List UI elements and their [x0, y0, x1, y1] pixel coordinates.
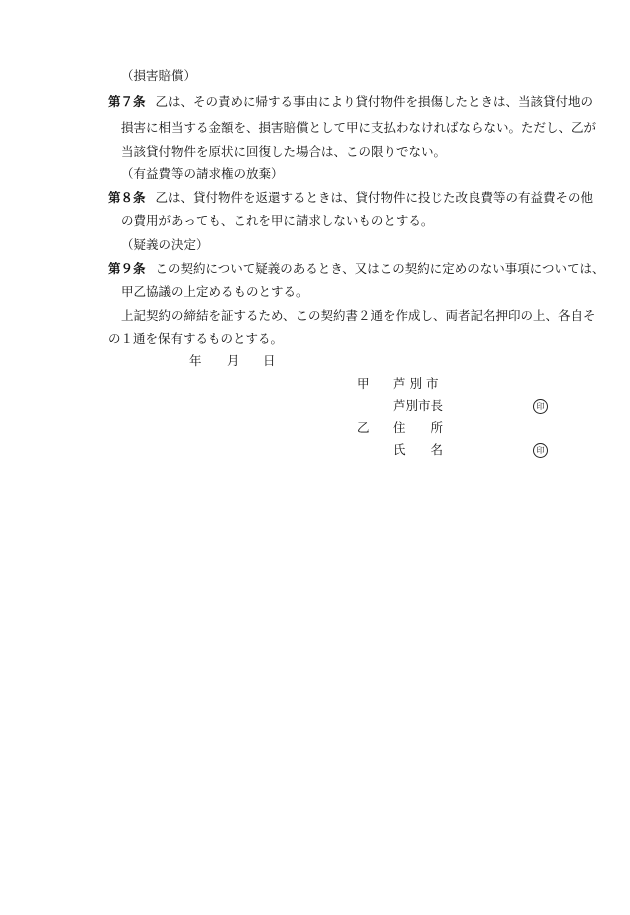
article-9-heading: （疑義の決定） — [121, 237, 209, 252]
party-a-seal-icon: 印 — [533, 399, 548, 414]
article-7-line-2: 損害に相当する金額を、損害賠償として甲に支払わなければならない。ただし、乙が — [121, 120, 597, 135]
party-b-mark: 乙 — [357, 420, 370, 435]
article-8-line-1: 乙は、貸付物件を返還するときは、貸付物件に投じた改良費等の有益費その他 — [155, 190, 594, 205]
party-b-address-label: 住 所 — [393, 420, 444, 435]
party-a-mark: 甲 — [357, 376, 370, 391]
party-b-name-label: 氏 名 — [393, 442, 444, 457]
article-7-line-3: 当該貸付物件を原状に回復した場合は、この限りでない。 — [121, 144, 447, 159]
article-8-label: 第８条 — [108, 190, 146, 205]
article-8-first-line — [108, 190, 593, 206]
article-9-label: 第９条 — [108, 261, 146, 276]
party-a-city: 芦 別 市 — [393, 376, 439, 391]
article-7-first-line — [108, 94, 593, 110]
date-day: 日 — [263, 353, 276, 368]
article-7-label: 第７条 — [108, 94, 146, 109]
article-9-first-line — [108, 261, 605, 277]
article-7-line-1: 乙は、その責めに帰する事由により貸付物件を損傷したときは、当該貸付地の — [155, 94, 594, 109]
article-8-line-2: の費用があっても、これを甲に請求しないものとする。 — [121, 213, 434, 228]
article-8-heading: （有益費等の請求権の放棄） — [121, 166, 284, 181]
party-a-title: 芦別市長 — [393, 398, 444, 413]
date-year: 年 — [189, 353, 202, 368]
article-9-line-1: この契約について疑義のあるとき、又はこの契約に定めのない事項については、 — [155, 261, 605, 276]
date-month: 月 — [227, 353, 240, 368]
party-b-seal-icon: 印 — [533, 443, 548, 458]
article-7-heading: （損害賠償） — [121, 68, 197, 83]
closing-line-2: の１通を保有するものとする。 — [108, 331, 284, 346]
closing-line-1: 上記契約の締結を証するため、この契約書２通を作成し、両者記名押印の上、各自そ — [121, 308, 596, 323]
article-9-line-2: 甲乙協議の上定めるものとする。 — [121, 284, 309, 299]
